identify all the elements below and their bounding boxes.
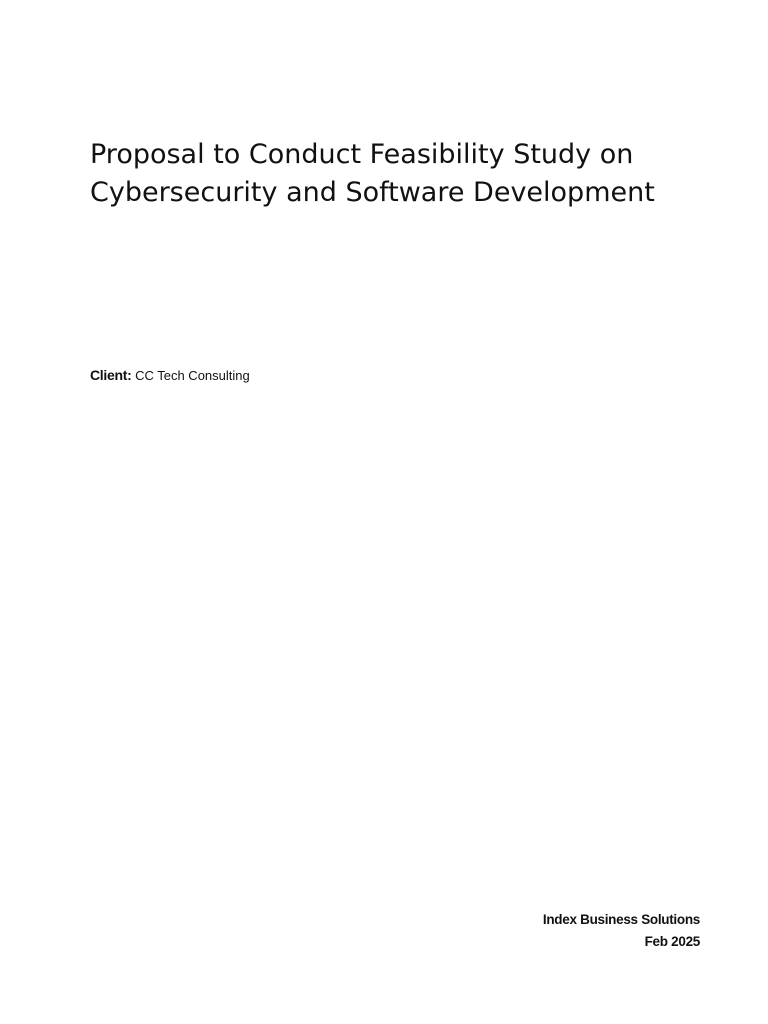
document-date: Feb 2025 — [644, 934, 700, 949]
title-line-1: Proposal to Conduct Feasibility Study on — [90, 139, 634, 170]
document-title — [90, 136, 710, 212]
organization-name: Index Business Solutions — [542, 912, 700, 927]
author-block — [543, 909, 700, 953]
client-name: CC Tech Consulting — [135, 368, 250, 383]
title-line-2: Cybersecurity and Software Development — [90, 177, 655, 208]
client-label: Client: — [90, 367, 132, 383]
client-line — [90, 366, 250, 385]
